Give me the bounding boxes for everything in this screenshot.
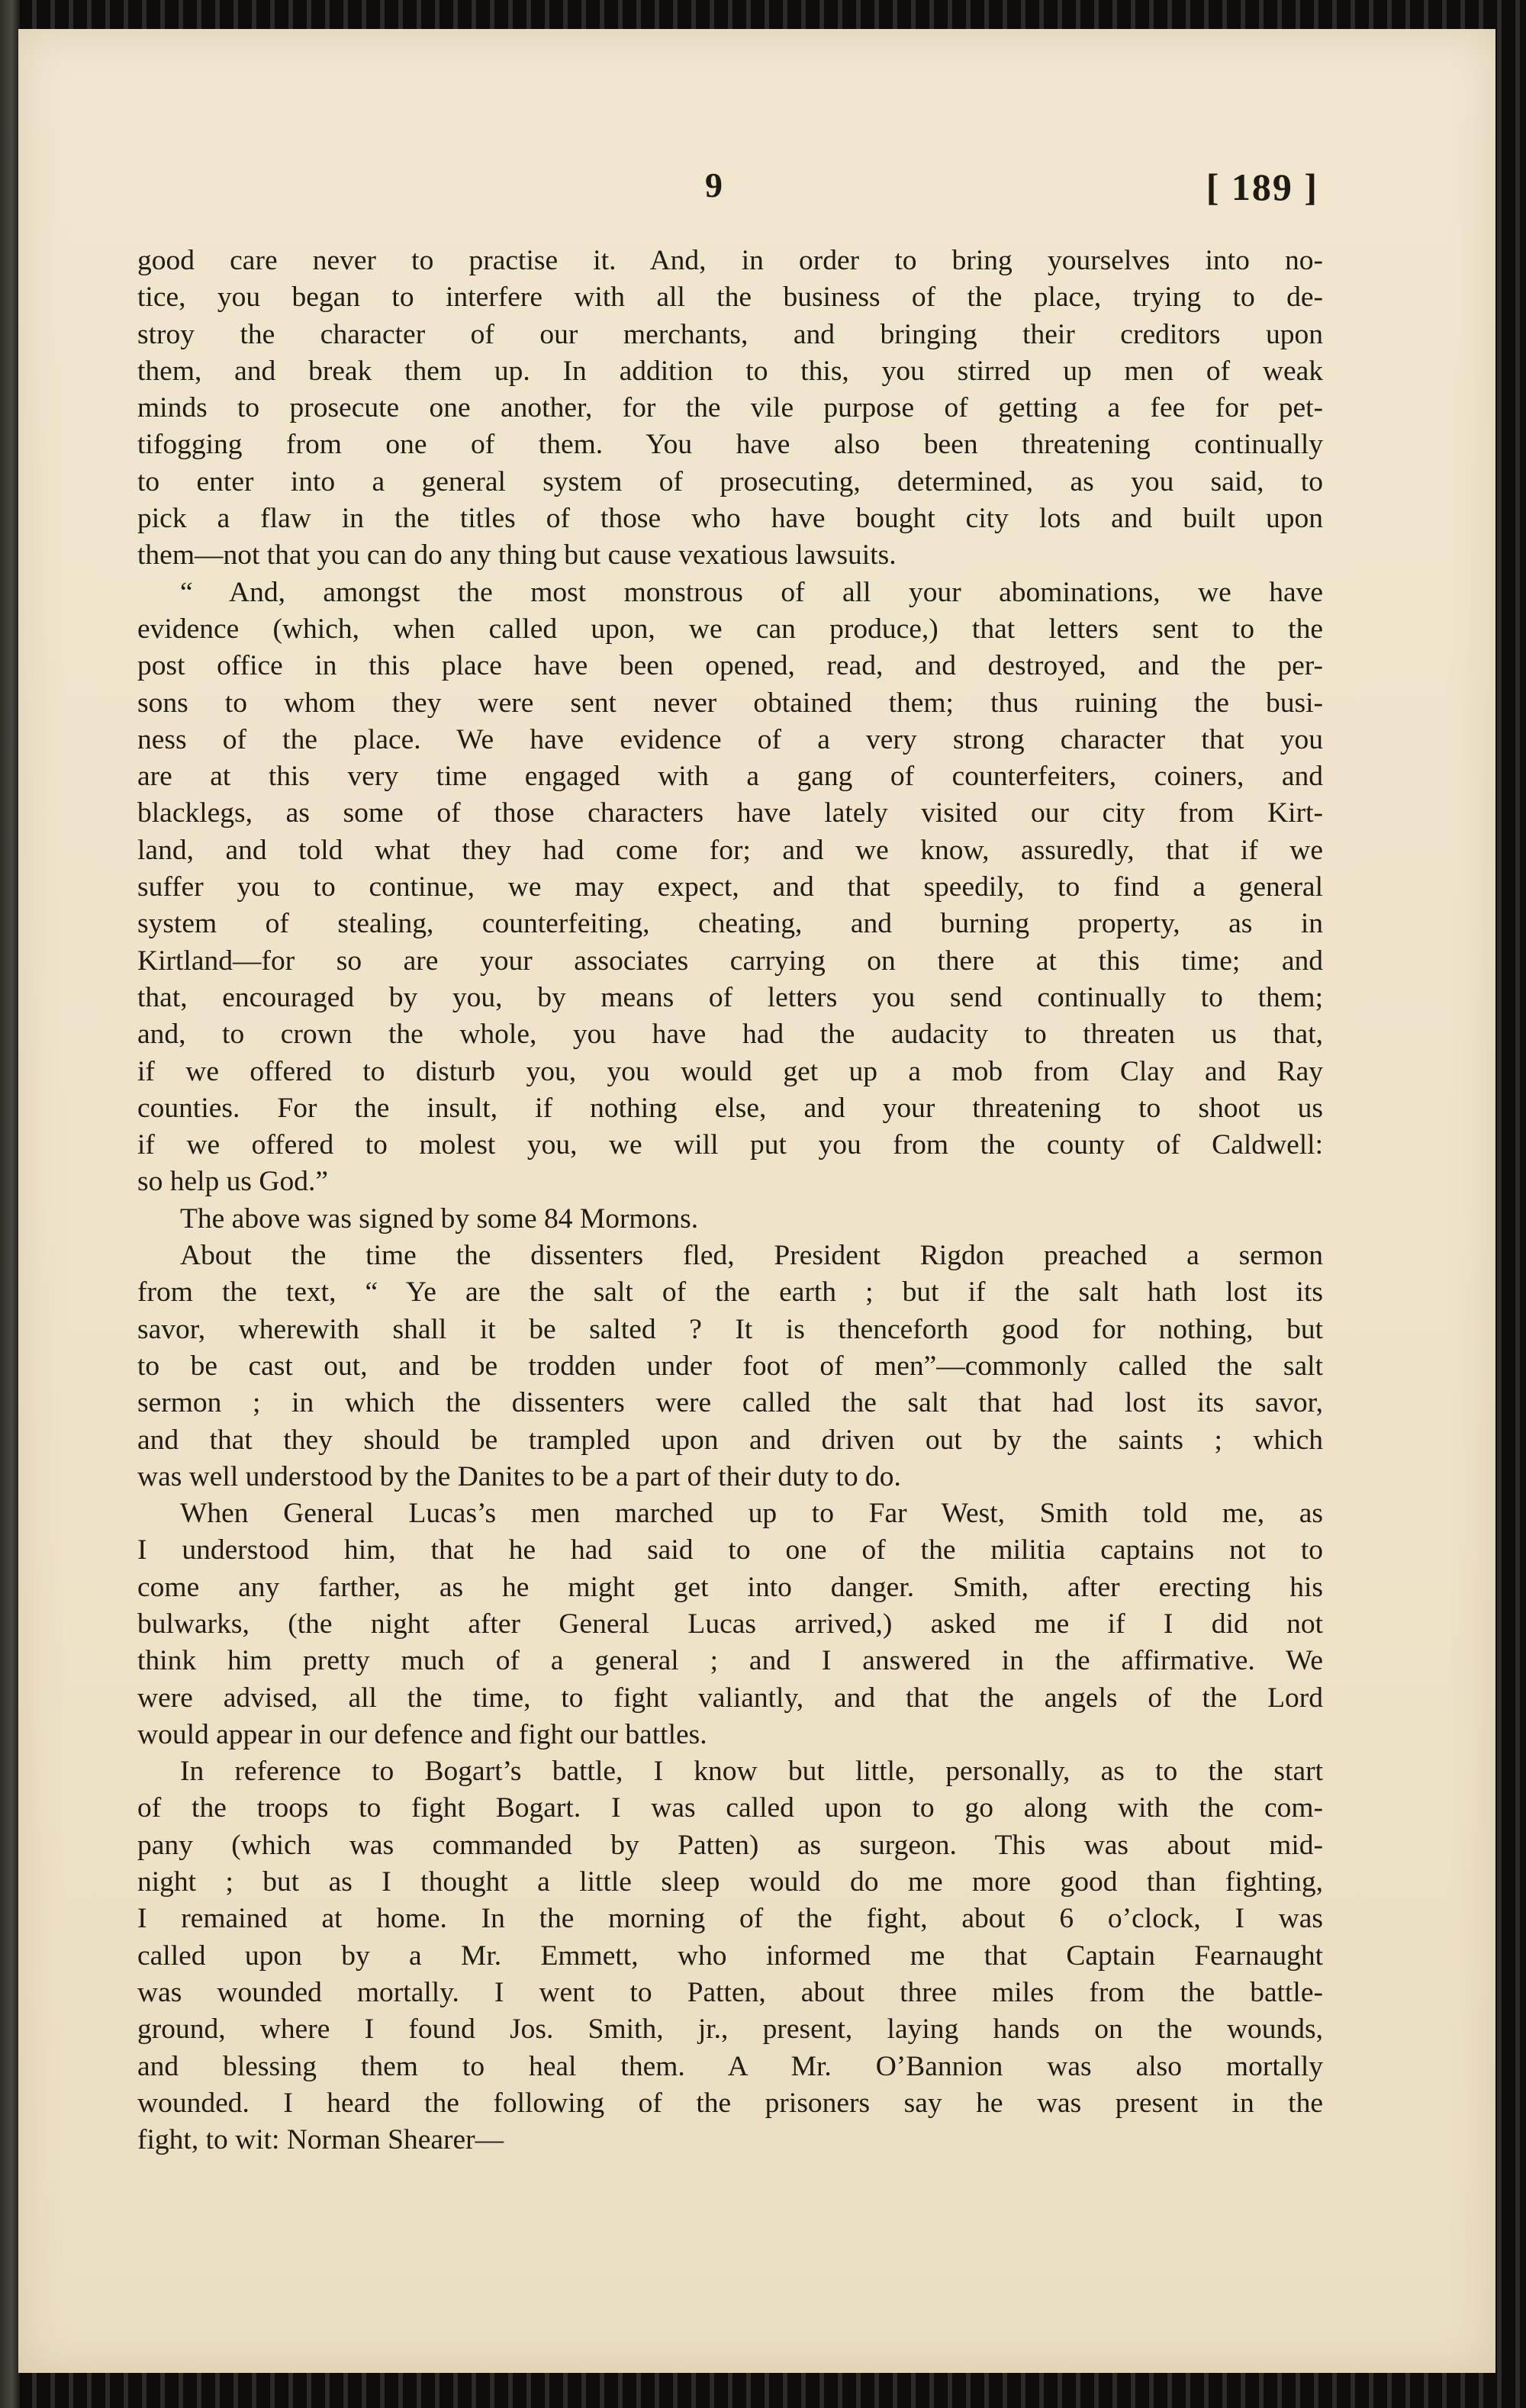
text-line: come any farther, as he might get into danger. Smith, after erecting his: [137, 1571, 1323, 1603]
text-line: counties. For the insult, if nothing else, and your threatening to shoot us: [137, 1092, 1323, 1124]
text-line: sons to whom they were sent never obtained them; thus ruining the busi-: [137, 687, 1323, 719]
text-line: that, encouraged by you, by means of letters you send continually to them;: [137, 981, 1323, 1013]
text-line: stroy the character of our merchants, and bringing their creditors upon: [137, 318, 1323, 350]
paragraph: [137, 1238, 1323, 1495]
text-line: them, and break them up. In addition to this, you stirred up men of weak: [137, 355, 1323, 387]
text-line: I remained at home. In the morning of the fight, about 6 o’clock, I was: [137, 1903, 1323, 1935]
text-line: I understood him, that he had said to one of the militia captains not to: [137, 1534, 1323, 1566]
paragraph: [137, 243, 1323, 575]
text-line: evidence (which, when called upon, we can produce,) that letters sent to the: [137, 613, 1323, 645]
book-spine: [0, 0, 20, 2408]
text-line: night ; but as I thought a little sleep would do me more good than fighting,: [137, 1866, 1323, 1898]
text-line: pany (which was commanded by Patten) as surgeon. This was about mid-: [137, 1829, 1323, 1861]
text-line: tifogging from one of them. You have also been threatening continually: [137, 429, 1323, 461]
text-line: post office in this place have been opened, read, and destroyed, and the per-: [137, 650, 1323, 682]
text-line: to enter into a general system of prosecuting, determined, as you said, to: [137, 465, 1323, 497]
text-line: think him pretty much of a general ; and I answered in the affirmative. We: [137, 1645, 1323, 1677]
text-line: minds to prosecute one another, for the vile purpose of getting a fee for pet-: [137, 392, 1323, 424]
text-line: are at this very time engaged with a gang of counterfeiters, coiners, and: [137, 761, 1323, 793]
text-line: sermon ; in which the dissenters were called the salt that had lost its savor,: [137, 1387, 1323, 1419]
text-line: from the text, “ Ye are the salt of the earth ; but if the salt hath lost its: [137, 1276, 1323, 1309]
text-line: good care never to practise it. And, in order to bring yourselves into no-: [137, 245, 1323, 276]
text-line: to be cast out, and be trodden under foot of men”—commonly called the salt: [137, 1350, 1323, 1382]
text-line: called upon by a Mr. Emmett, who informed me that Captain Fearnaught: [137, 1940, 1323, 1972]
text-line: of the troops to fight Bogart. I was called upon to go along with the com-: [137, 1792, 1323, 1824]
text-line: savor, wherewith shall it be salted ? It is thenceforth good for nothing, but: [137, 1313, 1323, 1345]
page-header: [18, 165, 1495, 218]
body-text: [137, 243, 1323, 2159]
text-line: was wounded mortally. I went to Patten, about three miles from the battle-: [137, 1976, 1323, 2008]
text-line: system of stealing, counterfeiting, cheating, and burning property, as in: [137, 908, 1323, 940]
text-line: pick a flaw in the titles of those who have bought city lots and built upon: [137, 503, 1323, 535]
text-line: them—not that you can do any thing but cause vexatious lawsuits.: [137, 539, 897, 571]
text-line: suffer you to continue, we may expect, and that speedily, to find a general: [137, 871, 1323, 903]
text-line: and blessing them to heal them. A Mr. O’Bannion was also mortally: [137, 2050, 1323, 2082]
page-number: 9: [705, 166, 723, 204]
text-line: so help us God.”: [137, 1166, 328, 1198]
paragraph: [137, 1495, 1323, 1753]
text-line: was well understood by the Danites to be a part of their duty to do.: [137, 1460, 901, 1492]
text-line: blacklegs, as some of those characters have lately visited our city from Kirt-: [137, 797, 1323, 829]
text-line: bulwarks, (the night after General Lucas arrived,) asked me if I did not: [137, 1608, 1323, 1640]
text-line: wounded. I heard the following of the prisoners say he was present in the: [137, 2087, 1323, 2119]
text-line: When General Lucas’s men marched up to Far West, Smith told me, as: [180, 1498, 1323, 1530]
text-line: ground, where I found Jos. Smith, jr., present, laying hands on the wounds,: [137, 2014, 1323, 2046]
text-line: fight, to wit: Norman Shearer—: [137, 2124, 504, 2156]
page-reference-number: [ 189 ]: [1206, 166, 1318, 208]
text-line: and, to crown the whole, you have had the audacity to threaten us that,: [137, 1019, 1323, 1051]
text-line: Kirtland—for so are your associates carrying on there at this time; and: [137, 945, 1323, 977]
text-line: were advised, all the time, to fight valiantly, and that the angels of the Lord: [137, 1682, 1323, 1714]
text-line: tice, you began to interfere with all the business of the place, trying to de-: [137, 282, 1323, 314]
text-line: In reference to Bogart’s battle, I know but little, personally, as to the start: [180, 1756, 1323, 1788]
text-line: if we offered to disturb you, you would get up a mob from Clay and Ray: [137, 1055, 1323, 1087]
text-line: About the time the dissenters fled, President Rigdon preached a sermon: [180, 1240, 1323, 1272]
paragraph: [137, 1753, 1323, 2159]
text-line: if we offered to molest you, we will put you from the county of Caldwell:: [137, 1129, 1323, 1161]
text-line: land, and told what they had come for; and we know, assuredly, that if we: [137, 834, 1323, 866]
text-line: ness of the place. We have evidence of a very strong character that you: [137, 723, 1323, 755]
text-line: “ And, amongst the most monstrous of all your abominations, we have: [180, 576, 1323, 608]
document-page: [18, 29, 1495, 2373]
text-line: would appear in our defence and fight our battles.: [137, 1718, 707, 1750]
text-line: and that they should be trampled upon and driven out by the saints ; which: [137, 1424, 1323, 1456]
text-line: The above was signed by some 84 Mormons.: [180, 1202, 699, 1235]
paragraph: [137, 1201, 1323, 1238]
paragraph: [137, 575, 1323, 1201]
